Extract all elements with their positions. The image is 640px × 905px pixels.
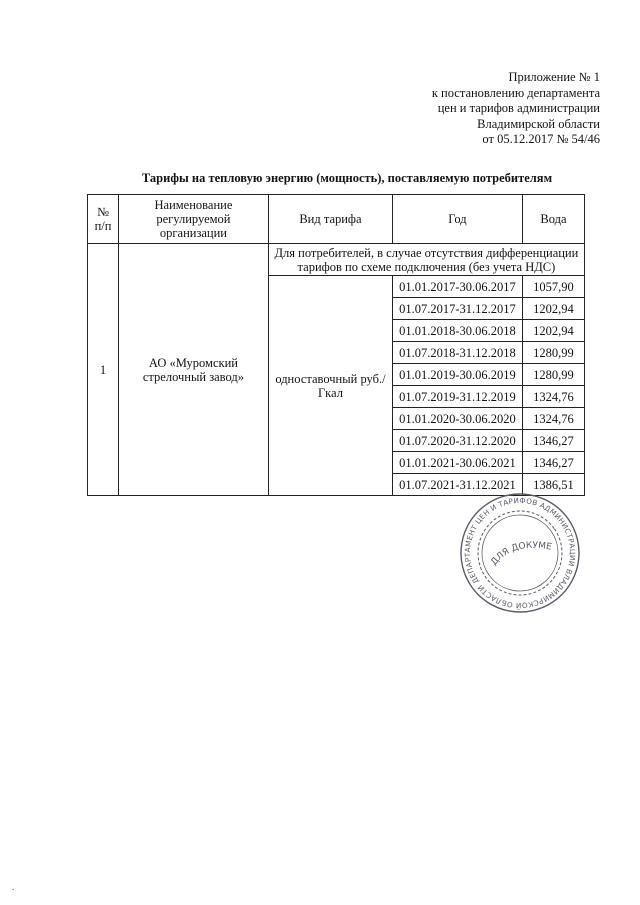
water-tariff-cell: 1346,27 [522, 430, 584, 452]
water-tariff-cell: 1280,99 [522, 342, 584, 364]
appendix-line: цен и тарифов администрации [437, 101, 600, 115]
appendix-line: от 05.12.2017 № 54/46 [482, 132, 600, 146]
header-org: Наименование регулируемой организации [119, 195, 269, 244]
appendix-line: Приложение № 1 [508, 70, 600, 84]
water-tariff-cell: 1324,76 [522, 408, 584, 430]
water-tariff-cell: 1346,27 [522, 452, 584, 474]
tariff-type: одноставочный руб./Гкал [268, 276, 392, 496]
period-cell: 01.01.2017-30.06.2017 [393, 276, 523, 298]
water-tariff-cell: 1202,94 [522, 298, 584, 320]
period-cell: 01.01.2021-30.06.2021 [393, 452, 523, 474]
stamp-outer-ring [458, 491, 582, 615]
subheader-row [88, 244, 585, 276]
table-header-row [88, 195, 585, 244]
page-mark: . [12, 882, 15, 892]
header-water: Вода [522, 195, 584, 244]
row-number: 1 [88, 244, 119, 496]
official-stamp [458, 491, 582, 615]
period-cell: 01.01.2019-30.06.2019 [393, 364, 523, 386]
water-tariff-cell: 1202,94 [522, 320, 584, 342]
water-tariff-cell: 1324,76 [522, 386, 584, 408]
organization-name: АО «Муромский стрелочный завод» [119, 244, 269, 496]
period-cell: 01.07.2018-31.12.2018 [393, 342, 523, 364]
tariff-table [87, 194, 585, 496]
appendix-line: Владимирской области [477, 116, 600, 131]
period-cell: 01.07.2017-31.12.2017 [393, 298, 523, 320]
period-cell: 01.07.2019-31.12.2019 [393, 386, 523, 408]
period-cell: 01.07.2020-31.12.2020 [393, 430, 523, 452]
period-cell: 01.01.2018-30.06.2018 [393, 320, 523, 342]
header-year: Год [393, 195, 523, 244]
period-cell: 01.07.2021-31.12.2021 [393, 474, 523, 496]
consumer-subheader: Для потребителей, в случае отсутствия дифференциации тарифов по схеме подключения (без учета НДС) [268, 244, 584, 276]
header-num: № п/п [88, 195, 119, 244]
water-tariff-cell: 1057,90 [522, 276, 584, 298]
document-title: Тарифы на тепловую энергию (мощность), поставляемую потребителям [141, 171, 553, 185]
appendix-block [432, 70, 600, 148]
stamp-inner-text: ДЛЯ ДОКУМЕНТОВ [489, 540, 553, 568]
stamp-middle-ring [462, 495, 579, 612]
period-cell: 01.01.2020-30.06.2020 [393, 408, 523, 430]
stamp-outer-text: ДЕПАРТАМЕНТ ЦЕН И ТАРИФОВ АДМИНИСТРАЦИИ ВЛАДИМИРСКОЙ ОБЛАСТИ [462, 495, 578, 611]
water-tariff-cell: 1280,99 [522, 364, 584, 386]
header-type: Вид тарифа [268, 195, 392, 244]
water-tariff-cell: 1386,51 [522, 474, 584, 496]
appendix-line: к постановлению департамента [431, 85, 600, 100]
